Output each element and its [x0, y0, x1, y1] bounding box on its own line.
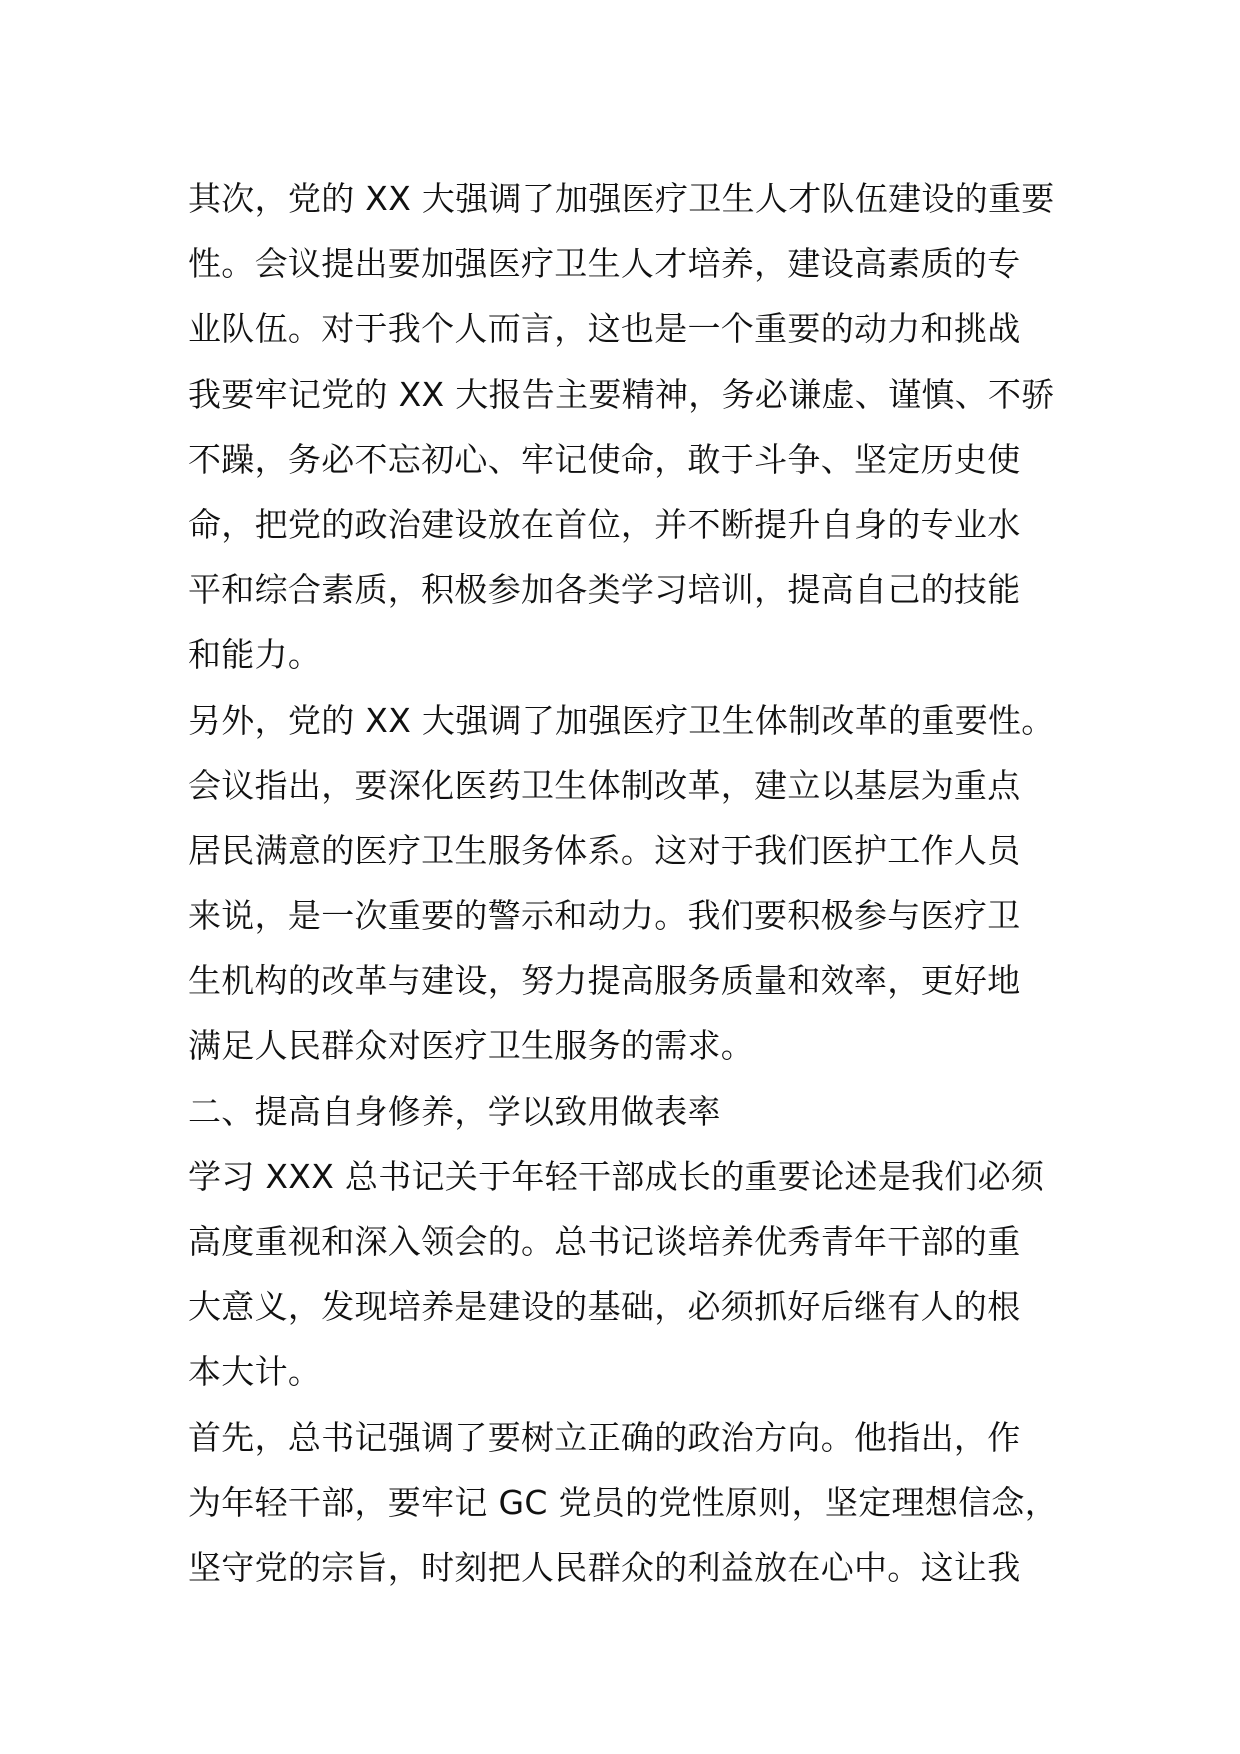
text-line: 另外，党的 XX 大强调了加强医疗卫生体制改革的重要性。 [188, 700, 1055, 740]
text-line: 首先，总书记强调了要树立正确的政治方向。他指出，作 [188, 1417, 1021, 1457]
text-line: 来说，是一次重要的警示和动力。我们要积极参与医疗卫 [188, 896, 1021, 936]
text-line: 居民满意的医疗卫生服务体系。这对于我们医护工作人员 [188, 830, 1021, 870]
text-line: 高度重视和深入领会的。总书记谈培养优秀青年干部的重 [188, 1222, 1021, 1261]
text-line: 其次，党的 XX 大强调了加强医疗卫生人才队伍建设的重要 [188, 179, 1055, 218]
section-heading: 二、提高自身修养，学以致用做表率 [188, 1091, 721, 1131]
text-line: 会议指出，要深化医药卫生体制改革，建立以基层为重点 [188, 765, 1021, 805]
text-line: 大意义，发现培养是建设的基础，必须抓好后继有人的根 [188, 1287, 1021, 1327]
text-line: 本大计。 [188, 1352, 322, 1392]
text-line: 和能力。 [188, 635, 322, 675]
text-line: 我要牢记党的 XX 大报告主要精神，务必谦虚、谨慎、不骄 [188, 374, 1055, 414]
text-line: 命，把党的政治建设放在首位，并不断提升自身的专业水 [188, 504, 1021, 544]
text-line: 平和综合素质，积极参加各类学习培训，提高自己的技能 [188, 570, 1021, 610]
text-line: 生机构的改革与建设，努力提高服务质量和效率，更好地 [188, 961, 1021, 1001]
text-line: 坚守党的宗旨，时刻把人民群众的利益放在心中。这让我 [188, 1547, 1021, 1587]
body-text [188, 166, 1068, 1600]
text-line: 学习 XXX 总书记关于年轻干部成长的重要论述是我们必须 [188, 1156, 1045, 1196]
text-line: 为年轻干部，要牢记 GC 党员的党性原则，坚定理想信念， [188, 1482, 1058, 1522]
text-line: 满足人民群众对医疗卫生服务的需求。 [188, 1026, 755, 1066]
text-line: 业队伍。对于我个人而言，这也是一个重要的动力和挑战 [188, 309, 1021, 349]
text-line: 不躁，务必不忘初心、牢记使命，敢于斗争、坚定历史使 [188, 439, 1021, 479]
text-line: 性。会议提出要加强医疗卫生人才培养，建设高素质的专 [188, 244, 1021, 284]
